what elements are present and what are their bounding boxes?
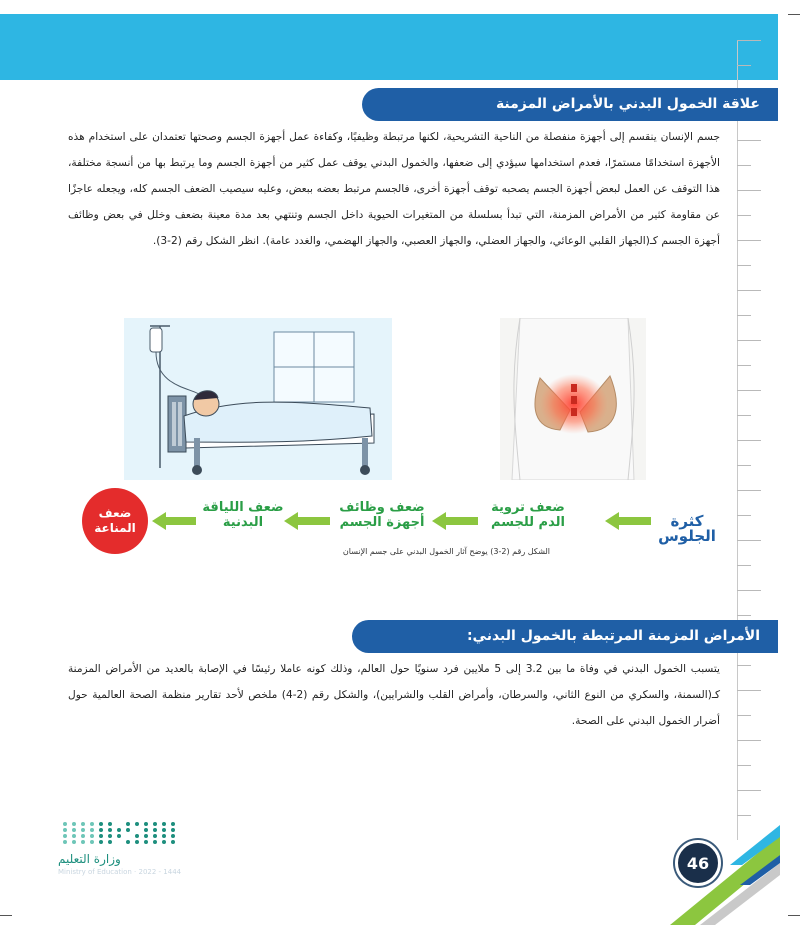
ruler-tick bbox=[737, 465, 751, 466]
ministry-name: وزارة التعليم bbox=[58, 852, 121, 866]
logo-dot bbox=[108, 828, 112, 832]
flow-step-immunity bbox=[82, 488, 148, 554]
logo-dot bbox=[126, 828, 130, 832]
page-ruler bbox=[737, 40, 763, 840]
flow-arrow-icon bbox=[605, 512, 651, 530]
section-heading-chronic-relation bbox=[362, 88, 778, 121]
logo-dot bbox=[63, 834, 67, 838]
ruler-tick bbox=[737, 140, 761, 141]
logo-dot bbox=[81, 822, 85, 826]
logo-dot bbox=[90, 828, 94, 832]
logo-dot bbox=[171, 840, 175, 844]
ministry-subtitle: Ministry of Education · 2022 - 1444 bbox=[58, 868, 182, 876]
ruler-tick bbox=[737, 65, 751, 66]
crop-mark bbox=[788, 915, 800, 916]
logo-dot bbox=[162, 834, 166, 838]
ruler-tick bbox=[737, 215, 751, 216]
logo-dot bbox=[162, 828, 166, 832]
logo-dot bbox=[153, 822, 157, 826]
flow-step-body-systems: ضعف وظائف أجهزة الجسم bbox=[339, 500, 425, 530]
logo-dot bbox=[63, 840, 67, 844]
header-band bbox=[0, 14, 778, 80]
logo-dot bbox=[144, 822, 148, 826]
logo-dot bbox=[99, 822, 103, 826]
ruler-tick bbox=[737, 715, 751, 716]
ruler-tick bbox=[737, 390, 761, 391]
page-number bbox=[675, 840, 721, 886]
ruler-tick bbox=[737, 315, 751, 316]
ruler-tick bbox=[737, 365, 751, 366]
logo-dot bbox=[144, 834, 148, 838]
flow-step-blood-flow: ضعف تروية الدم للجسم bbox=[491, 500, 565, 530]
logo-dot bbox=[108, 840, 112, 844]
logo-dot bbox=[135, 834, 139, 838]
logo-dot bbox=[99, 834, 103, 838]
ruler-tick bbox=[737, 265, 751, 266]
logo-dot bbox=[153, 834, 157, 838]
logo-dot bbox=[171, 822, 175, 826]
ruler-tick bbox=[737, 690, 761, 691]
logo-dot bbox=[162, 822, 166, 826]
hospital-bed-illustration bbox=[124, 318, 392, 480]
logo-dot bbox=[126, 840, 130, 844]
logo-dot bbox=[90, 834, 94, 838]
crop-mark bbox=[788, 14, 800, 15]
ruler-tick bbox=[737, 40, 761, 41]
ruler-tick bbox=[737, 765, 751, 766]
logo-dot bbox=[108, 822, 112, 826]
ruler-tick bbox=[737, 415, 751, 416]
logo-dot bbox=[99, 828, 103, 832]
ruler-tick bbox=[737, 615, 751, 616]
ruler-tick bbox=[737, 340, 761, 341]
logo-dot bbox=[144, 828, 148, 832]
ruler-tick bbox=[737, 190, 761, 191]
crop-mark bbox=[0, 915, 12, 916]
logo-dot bbox=[63, 828, 67, 832]
section-body-paragraph: يتسبب الخمول البدني في وفاة ما بين 3.2 إلى 5 ملايين فرد سنويًا حول العالم، وذلك كونه عاملا رئيسًا في الإصابة بالعديد من الأمراض المزمنة كـ(السمنة، والسكري من النوع الثاني، والسرطان، وأمراض القلب والشرايين)، والشكل رقم (2-4) ملخص لأحد تقارير منظمة الصحة العالمية حول أضرار الخمول البدني على الصحة. bbox=[68, 663, 720, 727]
logo-dot bbox=[90, 840, 94, 844]
logo-dot bbox=[171, 828, 175, 832]
ruler-tick bbox=[737, 515, 751, 516]
flow-arrow-icon bbox=[432, 512, 478, 530]
logo-dot bbox=[81, 828, 85, 832]
logo-dot bbox=[81, 840, 85, 844]
logo-dot bbox=[144, 840, 148, 844]
ruler-tick bbox=[737, 240, 761, 241]
logo-dot bbox=[63, 822, 67, 826]
logo-dot bbox=[72, 822, 76, 826]
section-heading-text: علاقة الخمول البدني بالأمراض المزمنة bbox=[495, 96, 760, 112]
logo-dot bbox=[162, 840, 166, 844]
logo-dot bbox=[72, 828, 76, 832]
ruler-tick bbox=[737, 665, 751, 666]
logo-dot bbox=[81, 834, 85, 838]
ruler-tick bbox=[737, 290, 761, 291]
section-heading-text: الأمراض المزمنة المرتبطة بالخمول البدني: bbox=[466, 628, 760, 644]
ruler-tick bbox=[737, 440, 761, 441]
logo-dot bbox=[90, 822, 94, 826]
flow-step-sitting: كثرة الجلوس bbox=[658, 512, 716, 545]
page-number-text: 46 bbox=[686, 853, 710, 873]
logo-dot bbox=[171, 834, 175, 838]
logo-dot bbox=[117, 828, 121, 832]
back-pain-photo bbox=[500, 318, 646, 480]
ruler-tick bbox=[737, 740, 761, 741]
logo-dot bbox=[117, 834, 121, 838]
logo-dot bbox=[153, 828, 157, 832]
ruler-tick bbox=[737, 565, 751, 566]
section-heading-chronic-diseases bbox=[352, 620, 778, 653]
logo-dot bbox=[126, 822, 130, 826]
flow-arrow-icon bbox=[284, 512, 330, 530]
flow-arrow-icon bbox=[152, 512, 196, 530]
logo-dot bbox=[153, 840, 157, 844]
figure-caption: الشكل رقم (2-3) يوضح آثار الخمول البدني على جسم الإنسان bbox=[342, 547, 550, 556]
ruler-tick bbox=[737, 540, 761, 541]
flow-step-fitness: ضعف اللياقة البدنية bbox=[202, 500, 284, 530]
ruler-tick bbox=[737, 590, 761, 591]
logo-dot bbox=[72, 840, 76, 844]
flow-step-immunity-label: ضعف المناعة bbox=[94, 506, 136, 535]
logo-dot bbox=[135, 822, 139, 826]
logo-dot bbox=[135, 840, 139, 844]
logo-dot bbox=[99, 840, 103, 844]
ruler-tick bbox=[737, 165, 751, 166]
logo-dot bbox=[72, 834, 76, 838]
section-body-paragraph: جسم الإنسان ينقسم إلى أجهزة منفصلة من الناحية التشريحية، لكنها مرتبطة وظيفيًا، وكفاءة عمل أجهزة الجسم وصحتها تعتمدان على استخدام هذه الأجهزة استخدامًا مستمرًا، فعدم استخدامها سيؤدي إلى ضعفها، والخمول البدني يوقف عمل كثير من أجهزة الجسم وما يرتبط بها من أنسجة مختلفة، هذا التوقف عن العمل لبعض أجهزة الجسم يصحبه توقف أجهزة أخرى، فالجسم مرتبط بعضه ببعض، وعليه سيصيب الضعف الجسم كله، ويجعله عاجزًا عن مقاومة كثير من الأمراض المزمنة، التي تبدأ بسلسلة من المتغيرات الحيوية داخل الجسم وتنتهي بعد مدة معينة بضعف وخلل في بعض وظائف أجهزة الجسم كـ(الجهاز القلبي الوعائي، والجهاز العضلي، والجهاز العصبي، والجهاز الهضمي، والغدد عامة). انظر الشكل رقم (2-3). bbox=[68, 131, 720, 247]
ruler-tick bbox=[737, 790, 761, 791]
logo-dot bbox=[108, 834, 112, 838]
ruler-tick bbox=[737, 490, 761, 491]
